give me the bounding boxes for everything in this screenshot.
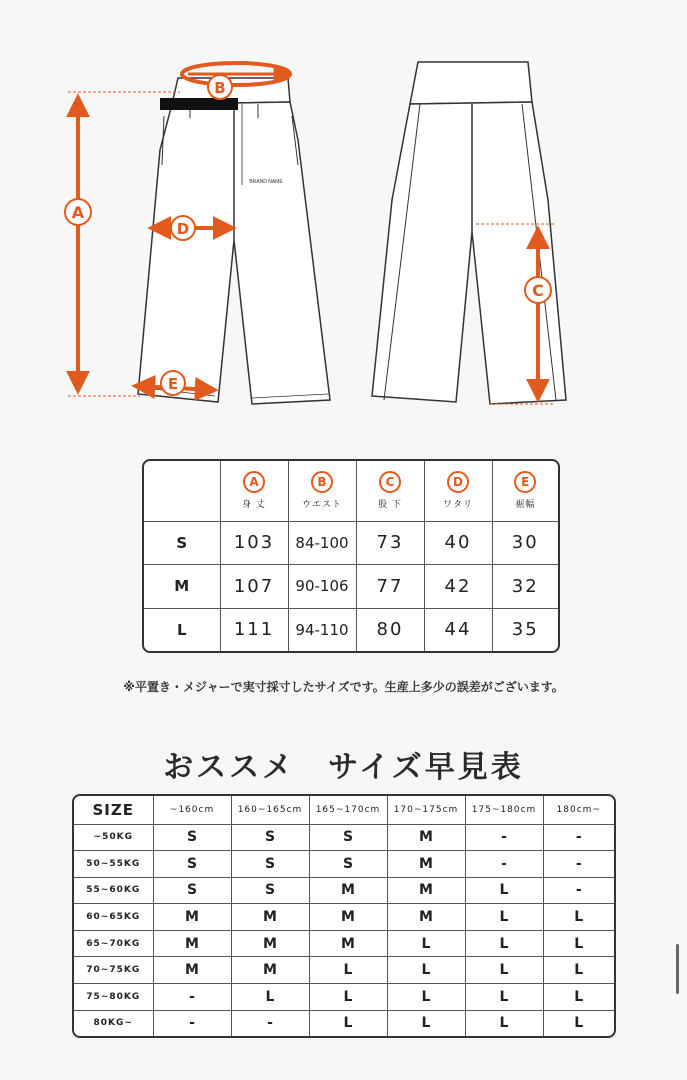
label-a: A — [71, 203, 85, 222]
height-header: 160~165cm — [231, 796, 309, 824]
header-b — [288, 461, 356, 521]
recommended-size-cell: M — [153, 957, 231, 984]
height-header: 170~175cm — [387, 796, 465, 824]
rec-corner: SIZE — [74, 796, 153, 824]
weight-label: 70~75KG — [74, 957, 153, 984]
value-d: 40 — [424, 521, 492, 565]
measurement-row-m — [144, 565, 558, 609]
recommended-size-cell: S — [231, 851, 309, 878]
recommended-size-cell: S — [153, 877, 231, 904]
recommended-size-cell: M — [387, 851, 465, 878]
recommended-size-cell: S — [309, 851, 387, 878]
recommended-size-cell: S — [153, 851, 231, 878]
recommended-size-cell: L — [309, 957, 387, 984]
recommended-size-cell: L — [465, 877, 543, 904]
recommended-size-cell: - — [543, 851, 614, 878]
recommended-size-cell: M — [309, 930, 387, 957]
recommended-size-cell: L — [465, 984, 543, 1011]
measurement-note: ※平置き・メジャーで実寸採寸したサイズです。生産上多少の誤差がございます。 — [123, 680, 564, 694]
recommended-size-cell: L — [387, 930, 465, 957]
value-e: 32 — [492, 565, 558, 609]
header-a-letter: A — [243, 471, 265, 493]
recommended-size-cell: M — [153, 904, 231, 931]
recommended-size-cell: - — [153, 984, 231, 1011]
header-e — [492, 461, 558, 521]
recommendation-title: おススメ サイズ早見表 — [163, 750, 524, 785]
recommended-size-cell: - — [465, 824, 543, 851]
value-b: 90-106 — [288, 565, 356, 609]
value-a: 107 — [220, 565, 288, 609]
recommended-size-cell: S — [153, 824, 231, 851]
recommended-size-cell: L — [465, 1010, 543, 1036]
recommended-size-cell: L — [309, 984, 387, 1011]
header-a-label: 身 丈 — [242, 500, 266, 511]
rec-header-row — [74, 796, 614, 824]
value-c: 73 — [356, 521, 424, 565]
waist-tag-bar — [160, 98, 238, 110]
header-a — [220, 461, 288, 521]
recommended-size-cell: - — [465, 851, 543, 878]
recommended-size-cell: M — [309, 904, 387, 931]
measurement-row-s — [144, 521, 558, 565]
header-d-label: ワタリ — [443, 500, 473, 511]
rec-row — [74, 930, 614, 957]
rec-row — [74, 1010, 614, 1036]
value-e: 30 — [492, 521, 558, 565]
value-a: 111 — [220, 608, 288, 651]
header-e-label: 裾幅 — [515, 500, 536, 511]
weight-label: 80KG~ — [74, 1010, 153, 1036]
rec-row — [74, 824, 614, 851]
label-c: C — [532, 281, 544, 300]
recommended-size-cell: M — [231, 930, 309, 957]
pants-front-view — [138, 78, 330, 404]
measurement-table — [142, 459, 560, 653]
value-d: 42 — [424, 565, 492, 609]
recommended-size-cell: - — [153, 1010, 231, 1036]
recommended-size-cell: - — [543, 824, 614, 851]
size-label: S — [144, 521, 220, 565]
value-b: 84-100 — [288, 521, 356, 565]
header-d-letter: D — [447, 471, 469, 493]
recommended-size-cell: S — [231, 877, 309, 904]
recommended-size-cell: L — [309, 1010, 387, 1036]
measurement-row-l — [144, 608, 558, 651]
header-d — [424, 461, 492, 521]
weight-label: 50~55KG — [74, 851, 153, 878]
header-e-letter: E — [514, 471, 536, 493]
recommended-size-cell: M — [231, 957, 309, 984]
pants-diagram — [0, 0, 687, 440]
recommended-size-cell: L — [543, 904, 614, 931]
header-c-letter: C — [379, 471, 401, 493]
value-d: 44 — [424, 608, 492, 651]
height-header: 165~170cm — [309, 796, 387, 824]
header-b-label: ウエスト — [301, 500, 342, 511]
recommended-size-cell: L — [231, 984, 309, 1011]
header-b-letter: B — [311, 471, 333, 493]
rec-row — [74, 851, 614, 878]
rec-row — [74, 877, 614, 904]
recommended-size-cell: L — [543, 957, 614, 984]
recommended-size-cell: M — [309, 877, 387, 904]
value-e: 35 — [492, 608, 558, 651]
recommended-size-cell: L — [543, 1010, 614, 1036]
weight-label: ~50KG — [74, 824, 153, 851]
rec-row — [74, 957, 614, 984]
recommended-size-cell: - — [543, 877, 614, 904]
scrollbar[interactable] — [676, 944, 679, 994]
recommended-size-cell: L — [387, 957, 465, 984]
value-c: 77 — [356, 565, 424, 609]
recommended-size-cell: L — [543, 984, 614, 1011]
height-header: ~160cm — [153, 796, 231, 824]
weight-label: 75~80KG — [74, 984, 153, 1011]
recommended-size-cell: L — [465, 957, 543, 984]
value-a: 103 — [220, 521, 288, 565]
weight-label: 65~70KG — [74, 930, 153, 957]
back-waistband — [410, 62, 532, 104]
label-e: E — [167, 375, 179, 393]
recommended-size-cell: L — [387, 1010, 465, 1036]
recommended-size-cell: M — [231, 904, 309, 931]
recommended-size-cell: M — [153, 930, 231, 957]
recommended-size-cell: S — [231, 824, 309, 851]
rec-row — [74, 984, 614, 1011]
recommended-size-cell: M — [387, 904, 465, 931]
weight-label: 55~60KG — [74, 877, 153, 904]
measurement-header-row — [144, 461, 558, 521]
value-c: 80 — [356, 608, 424, 651]
recommended-size-cell: M — [387, 824, 465, 851]
label-d: D — [176, 220, 190, 238]
size-label: L — [144, 608, 220, 651]
label-b: B — [214, 79, 226, 97]
measurement-corner-cell — [144, 461, 220, 521]
header-c — [356, 461, 424, 521]
size-recommendation-table — [72, 794, 616, 1038]
recommended-size-cell: L — [387, 984, 465, 1011]
rec-row — [74, 904, 614, 931]
height-header: 175~180cm — [465, 796, 543, 824]
recommended-size-cell: S — [309, 824, 387, 851]
header-c-label: 股 下 — [378, 500, 402, 511]
recommended-size-cell: M — [387, 877, 465, 904]
brand-tag-text: BRAND NAME — [249, 179, 283, 185]
weight-label: 60~65KG — [74, 904, 153, 931]
height-header: 180cm~ — [543, 796, 614, 824]
value-b: 94-110 — [288, 608, 356, 651]
recommended-size-cell: L — [465, 904, 543, 931]
size-label: M — [144, 565, 220, 609]
recommended-size-cell: L — [465, 930, 543, 957]
recommended-size-cell: L — [543, 930, 614, 957]
recommended-size-cell: - — [231, 1010, 309, 1036]
